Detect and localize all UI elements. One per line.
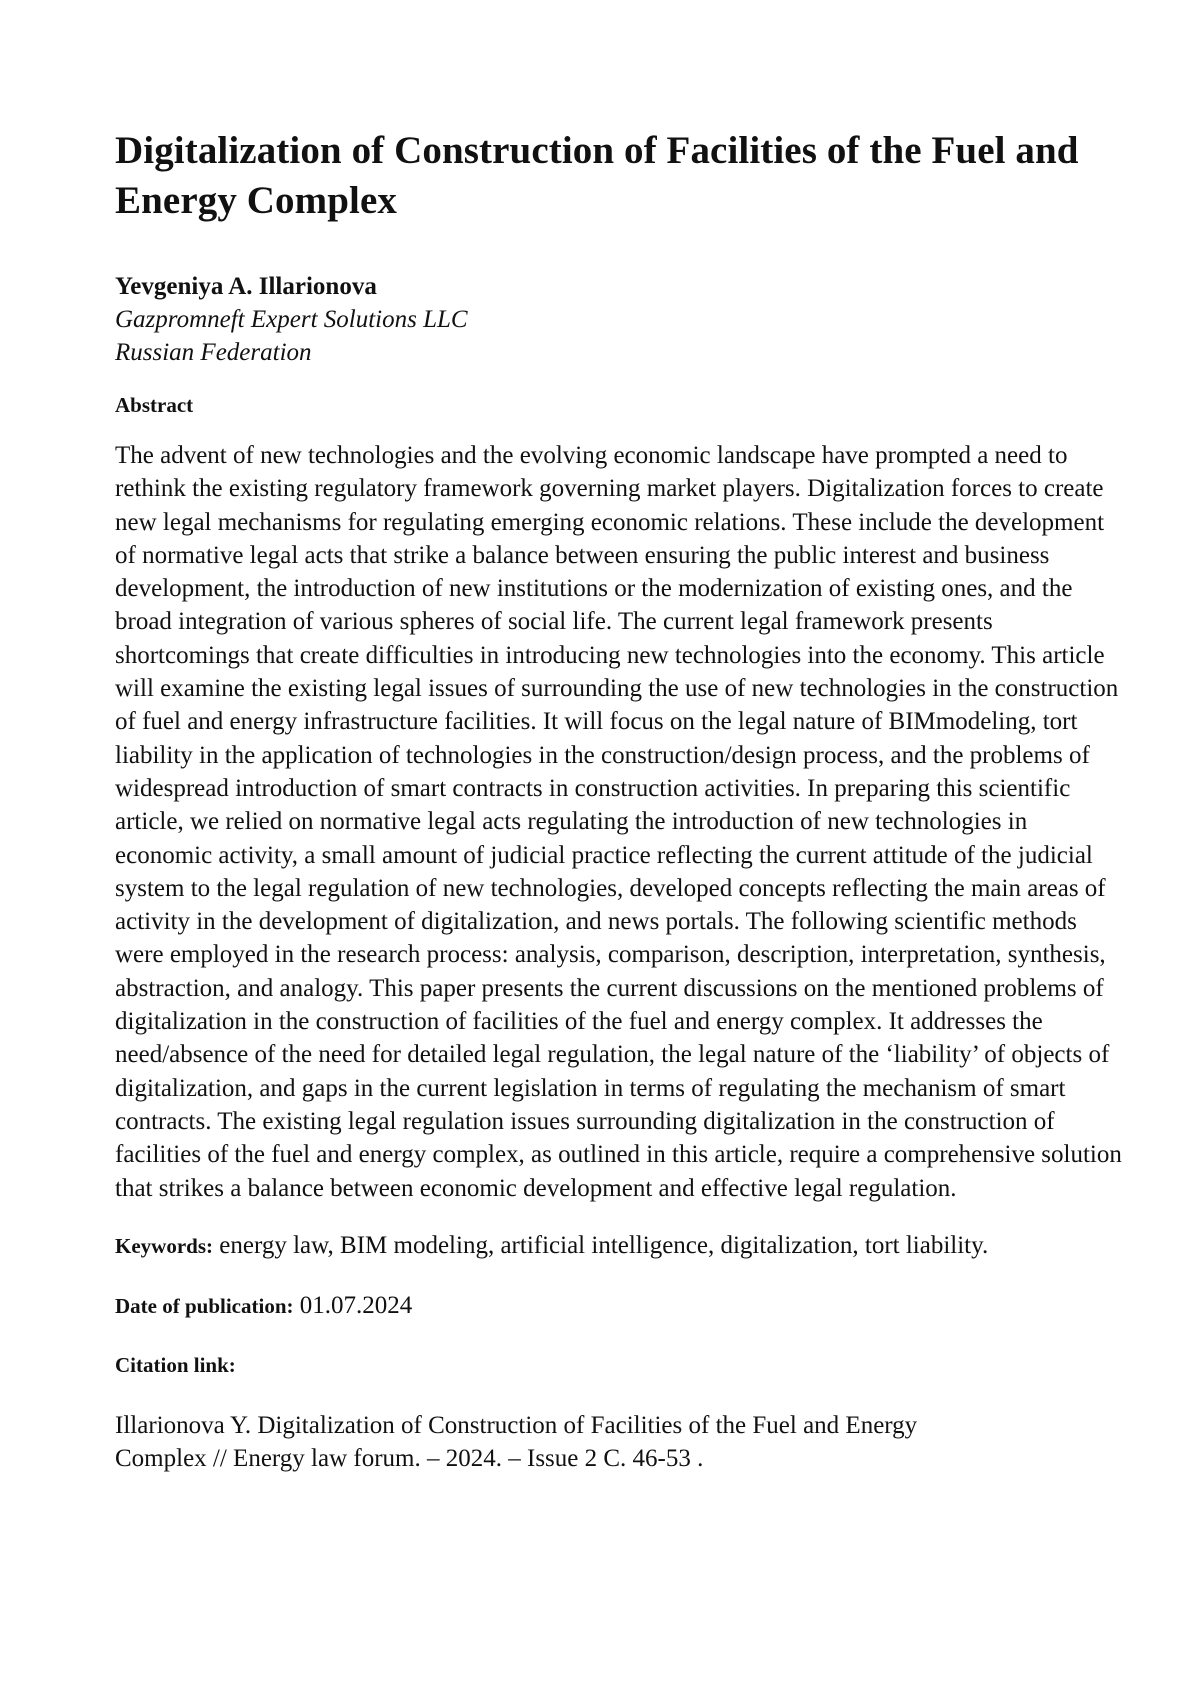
keywords-label: Keywords: (115, 1234, 213, 1258)
citation-line-2: Complex // Energy law forum. – 2024. – Issue 2 C. 46-53 . (115, 1442, 1125, 1475)
citation-line-1: Illarionova Y. Digitalization of Construction of Facilities of the Fuel and Energy (115, 1409, 1125, 1442)
keywords-line (115, 1229, 1125, 1263)
author-name: Yevgeniya A. Illarionova (115, 270, 1125, 303)
author-organization: Gazpromneft Expert Solutions LLC (115, 303, 1125, 336)
paper-title: Digitalization of Construction of Facilities of the Fuel and Energy Complex (115, 126, 1125, 226)
abstract-heading: Abstract (115, 391, 1125, 419)
author-country: Russian Federation (115, 336, 1125, 369)
citation-heading: Citation link: (115, 1351, 1125, 1379)
publication-date-value: 01.07.2024 (300, 1292, 413, 1319)
author-block (115, 270, 1125, 369)
keywords-value: energy law, BIM modeling, artificial intelligence, digitalization, tort liability. (219, 1232, 988, 1259)
publication-date-label: Date of publication: (115, 1294, 294, 1318)
paper-page (115, 126, 1125, 1475)
abstract-text: The advent of new technologies and the evolving economic landscape have prompted a need to rethink the existing regulatory framework governing market players. Digitalization forces to create new legal mechanisms for regulating emerging economic relations. These include the development of normative legal acts that strike a balance between ensuring the public interest and business development, the introduction of new institutions or the modernization of existing ones, and the broad integration of various spheres of social life. The current legal framework presents shortcomings that create difficulties in introducing new technologies into the economy. This article will examine the existing legal issues of surrounding the use of new technologies in the construction of fuel and energy infrastructure facilities. It will focus on the legal nature of BIMmodeling, tort liability in the application of technologies in the construction/design process, and the problems of widespread introduction of smart contracts in construction activities. In preparing this scientific article, we relied on normative legal acts regulating the introduction of new technologies in economic activity, a small amount of judicial practice reflecting the current attitude of the judicial system to the legal regulation of new technologies, developed concepts reflecting the main areas of activity in the development of digitalization, and news portals. The following scientific methods were employed in the research process: analysis, comparison, description, interpretation, synthesis, abstraction, and analogy. This paper presents the current discussions on the mentioned problems of digitalization in the construction of facilities of the fuel and energy complex. It addresses the need/absence of the need for detailed legal regulation, the legal nature of the ‘liability’ of objects of digitalization, and gaps in the current legislation in terms of regulating the mechanism of smart contracts. The existing legal regulation issues surrounding digitalization in the construction of facilities of the fuel and energy complex, as outlined in this article, require a comprehensive solution that strikes a balance between economic development and effective legal regulation. (115, 439, 1125, 1205)
publication-date-line (115, 1289, 1125, 1323)
citation-text (115, 1409, 1125, 1475)
